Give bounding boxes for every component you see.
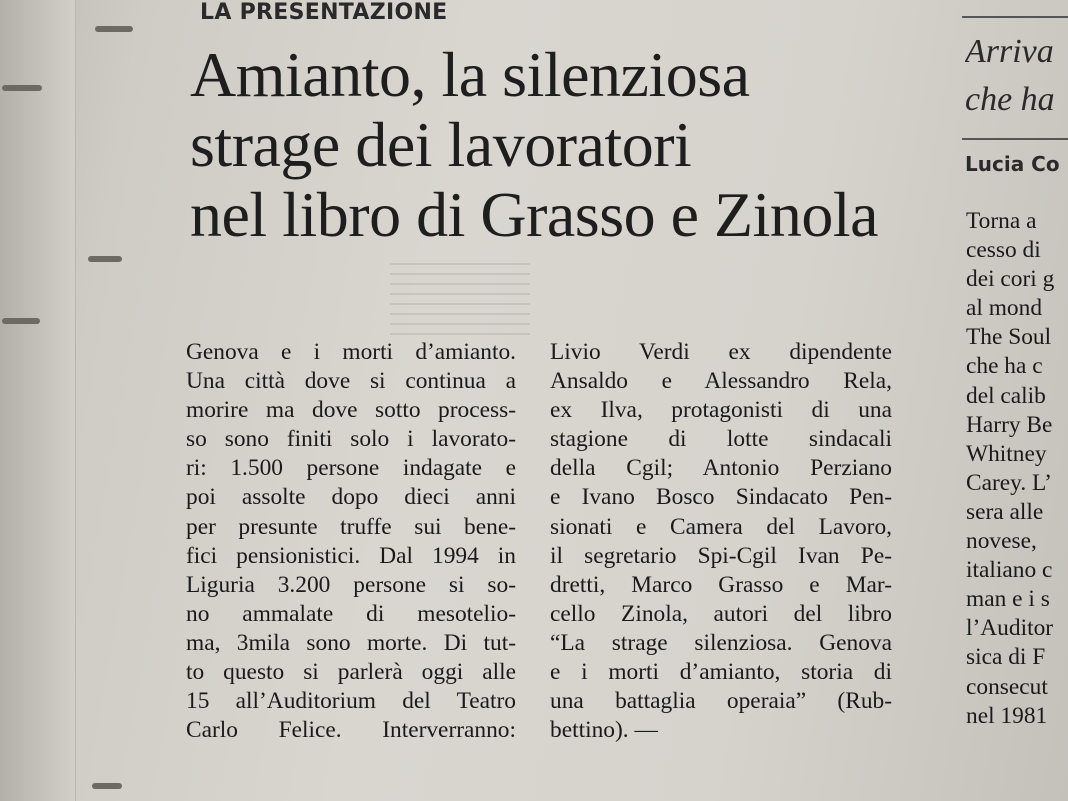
column-divider-top xyxy=(962,16,1068,18)
side-article-author: Lucia Co xyxy=(965,152,1060,176)
body-line: Genova e i morti d’amianto. xyxy=(186,339,516,365)
body-line: per presunte truffe sui bene- xyxy=(186,513,516,540)
body-line: cello Zinola, autori del libro xyxy=(550,600,892,627)
side-title-line: che ha xyxy=(965,81,1055,118)
article-column-1 xyxy=(186,338,516,745)
headline-line: strage dei lavoratori xyxy=(190,109,692,180)
body-line: so sono finiti solo i lavorato- xyxy=(186,426,516,453)
body-line: Una città dove si continua a xyxy=(186,368,516,395)
body-line: dretti, Marco Grasso e Mar- xyxy=(550,571,892,598)
body-line: Ansaldo e Alessandro Rela, xyxy=(550,368,892,395)
body-line: morire ma dove sotto process- xyxy=(186,397,516,424)
page-fold xyxy=(0,0,76,801)
body-line: e Ivano Bosco Sindacato Pen- xyxy=(550,484,892,511)
side-body-line: cesso di xyxy=(966,237,1041,264)
body-line: ri: 1.500 persone indagate e xyxy=(186,455,516,482)
binding-hole xyxy=(2,85,42,91)
binding-hole xyxy=(92,783,122,789)
headline-line: Amianto, la silenziosa xyxy=(190,39,750,110)
side-body-line: Carey. L’ xyxy=(966,469,1052,496)
side-body-line: Torna a xyxy=(966,208,1037,234)
body-line: ma, 3mila sono morte. Di tut- xyxy=(186,629,516,656)
side-body-line: dei cori g xyxy=(966,266,1055,293)
binding-hole xyxy=(88,256,122,262)
body-line: Liguria 3.200 persone si so- xyxy=(186,571,516,598)
side-body-line: novese, xyxy=(966,528,1037,555)
article-column-2 xyxy=(550,338,892,745)
body-line: una battaglia operaia” (Rub- xyxy=(550,688,892,715)
side-body-line: sera alle xyxy=(966,498,1044,525)
body-line: stagione di lotte sindacali xyxy=(550,426,892,453)
side-body-line: consecut xyxy=(966,673,1048,700)
body-line: 15 all’Auditorium del Teatro xyxy=(186,688,516,715)
side-body-line: The Soul xyxy=(966,324,1052,351)
article-headline xyxy=(190,40,930,250)
side-body-line: nel 1981 xyxy=(966,702,1048,729)
body-line: no ammalate di mesotelio- xyxy=(186,600,516,627)
body-line: sionati e Camera del Lavoro, xyxy=(550,513,892,540)
bleed-through-text xyxy=(390,255,530,335)
side-article-body xyxy=(966,207,1068,731)
body-line: fici pensionistici. Dal 1994 in xyxy=(186,542,516,569)
binding-hole xyxy=(95,26,133,32)
binding-hole xyxy=(2,318,40,324)
column-divider xyxy=(962,138,1068,140)
side-body-line: sica di F xyxy=(966,644,1046,671)
body-line: to questo si parlerà oggi alle xyxy=(186,659,516,686)
article-kicker: LA PRESENTAZIONE xyxy=(200,0,448,25)
body-line: Carlo Felice. Interverranno: xyxy=(186,717,516,744)
side-body-line: l’Auditor xyxy=(966,615,1054,642)
side-body-line: al mond xyxy=(966,295,1043,322)
side-title-line: Arriva xyxy=(965,33,1054,70)
body-line: Livio Verdi ex dipendente xyxy=(550,339,892,365)
side-body-line: man e i s xyxy=(966,586,1050,613)
body-line: e i morti d’amianto, storia di xyxy=(550,659,892,686)
side-body-line: che ha c xyxy=(966,353,1043,380)
side-body-line: del calib xyxy=(966,382,1046,409)
body-line: della Cgil; Antonio Perziano xyxy=(550,455,892,482)
side-body-line: Harry Be xyxy=(966,411,1053,438)
headline-line: nel libro di Grasso e Zinola xyxy=(190,179,879,250)
side-body-line: Whitney xyxy=(966,440,1047,467)
body-line: il segretario Spi-Cgil Ivan Pe- xyxy=(550,542,892,569)
body-line: bettino). — xyxy=(550,717,658,744)
body-line: ex Ilva, protagonisti di una xyxy=(550,397,892,424)
side-body-line: italiano c xyxy=(966,557,1053,584)
body-line: “La strage silenziosa. Genova xyxy=(550,629,892,656)
side-article-title xyxy=(965,28,1068,124)
body-line: poi assolte dopo dieci anni xyxy=(186,484,516,511)
